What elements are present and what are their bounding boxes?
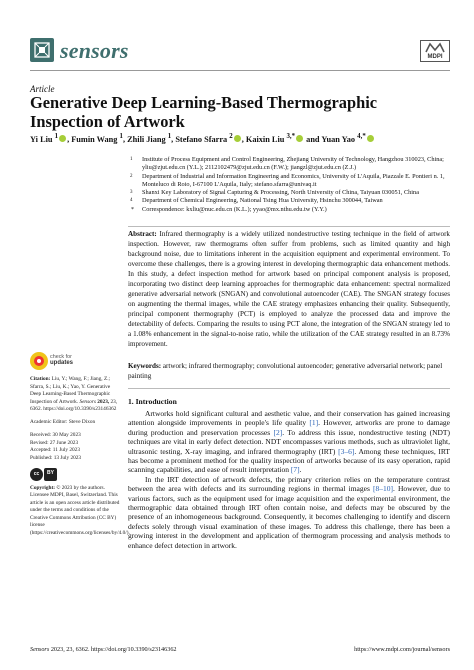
intro-text: . However, due to various factors, such as the equipment used for image acquisition and the experimental environment, the thermographic data obtained through IRT often contain noise, and defects may be obscured by the presence of an inhomogeneous background. Consequently, it becomes challenging to identify and discern defects solely through visual examination of these images. To address this challenge, there has been a growing interest in the development and application of thermogram processing and analysis methods to enhance defect detection in artwork.	[128, 484, 450, 550]
abstract-text: Infrared thermography is a widely utilized nondestructive testing technique in the field of artwork inspection. However, raw thermograms often suffer from problems, such as limited quantity and high background noise, due to limitations inherent in the acquisition equipment and experimental environment. To overcome these challenges, there is a growing interest in developing thermographic data enhancement methods. In this study, a defect inspection method for artwork based on principal component analysis is proposed, incorporating two distinct deep learning approaches for thermographic data enhancement: spectral normalized generative adversarial network (SNGAN) and convolutional autoencoder (CAE). The SNGAN strategy focuses on augmenting the thermal images, while the CAE strategy emphasizes enhancing their quality. Subsequently, principal component thermography (PCT) is employed to analyze the processed data and improve the detectability of defects. Comparing the results to using PCT alone, the integration of the SNGAN strategy led to a 1.08% enhancement in the signal-to-noise ratio, while the utilization of the CAE strategy resulted in an 8.73% improvement.	[128, 230, 450, 348]
accepted-date: Accepted: 11 July 2023	[30, 447, 80, 453]
citation-label: Citation:	[30, 376, 51, 382]
keywords-text: artwork; infrared thermography; convolutional autoencoder; generative adversarial network; panel painting	[128, 362, 443, 380]
affiliation-text: Shanxi Key Laboratory of Signal Capturing & Processing, North University of China, Taiyuan 030051, China	[142, 189, 419, 197]
mdpi-logo	[420, 40, 450, 62]
journal-name: sensors	[60, 38, 129, 63]
sensors-logo-icon	[30, 38, 54, 62]
author-sup: 1	[167, 133, 172, 140]
check-line1: check for	[50, 354, 72, 360]
affiliation-item	[128, 189, 448, 197]
orcid-icon[interactable]	[59, 135, 66, 142]
correspondence-star: *	[131, 206, 134, 213]
citation-link[interactable]: [2]	[273, 427, 283, 437]
footer-doi[interactable]: 2023, 23, 6362. https://doi.org/10.3390/s23146362	[49, 646, 177, 653]
citation-year: 2023,	[97, 398, 110, 405]
article-type: Article	[30, 84, 55, 94]
footer-journal-link[interactable]: https://www.mdpi.com/journal/sensors	[354, 646, 450, 653]
affiliation-item	[128, 197, 448, 205]
sidebar-metadata	[30, 350, 130, 543]
author-name[interactable]: Zhili Jiang	[127, 134, 166, 144]
citation	[30, 376, 120, 414]
intro-text: . To address this issue, nondestructive testing (NDT) techniques are vital in early defect detection. NDT encompasses various methods, such as ultraviolet light, ultrasonic testing, X-ray imaging, and infrared thermography (IRT)	[128, 427, 450, 456]
affiliation-number: 2	[130, 173, 133, 179]
intro-text: . However, artworks are prone to damage during production and preservation processes	[128, 418, 450, 437]
citation-text: Liu, Y.; Wang, F.; Jiang, Z.; Sfarra, S.; Liu, K.; Yao, Y. Generative Deep Learning-Based Thermographic Inspection of Artwork.	[30, 376, 111, 405]
check-line2: updates	[50, 360, 74, 366]
header-rule	[30, 70, 450, 71]
affiliations	[128, 156, 448, 214]
author-sup: 2	[229, 133, 233, 140]
footer-journal: Sensors	[30, 646, 50, 653]
author-name[interactable]: Yi Liu	[30, 134, 53, 144]
by-label: BY	[44, 468, 57, 481]
orcid-icon[interactable]	[234, 135, 241, 142]
intro-text: In the IRT detection of artwork defects, the primary criterion relies on the temperature contrast between the area with defects and its surrounding regions in thermal images	[128, 474, 450, 494]
affiliation-item	[128, 156, 448, 173]
correspondence-text: Correspondence: kxliu@nuc.edu.cn (K.L.); yyao@mx.nthu.edu.tw (Y.Y.)	[142, 205, 327, 213]
intro-text: Artworks hold significant cultural and aesthetic value, and their conservation has gained increasing attention alongside improvements in people's life quality	[128, 409, 450, 428]
author-sup: 3,*	[286, 133, 296, 140]
citation-link[interactable]: [8–10]	[373, 484, 393, 494]
citation-doi-link[interactable]: 23, 6362. https://doi.org/10.3390/s23146362	[30, 398, 118, 412]
keywords-label: Keywords:	[128, 362, 162, 370]
received-date: Received: 30 May 2023	[30, 432, 81, 438]
paper-title: Generative Deep Learning-Based Thermographic Inspection of Artwork	[30, 93, 378, 131]
author-name[interactable]: Fumin Wang	[71, 134, 118, 144]
affiliation-text: Department of Chemical Engineering, National Tsing Hua University, Hsinchu 300044, Taiwan	[142, 197, 383, 205]
author-sup: 1	[119, 133, 123, 140]
abstract-label: Abstract:	[128, 230, 157, 238]
abstract	[128, 226, 450, 349]
keywords	[128, 361, 450, 389]
cc-label: cc	[30, 468, 43, 481]
affiliation-text: Institute of Process Equipment and Control Engineering, Zhejiang University of Technology, Hangzhou 310023, China; yliu@zjut.edu.cn (Y.L.); 2112102479@zjut.edu.cn (F.W.); jiangzl@zjut.edu.cn (Z.J.)	[142, 156, 444, 172]
mdpi-mark-icon	[425, 42, 445, 53]
revised-date: Revised: 27 June 2023	[30, 439, 79, 446]
academic-editor: Academic Editor: Steve Dixon	[30, 419, 96, 425]
introduction-body	[128, 409, 450, 550]
published-date: Published: 13 July 2023	[30, 454, 82, 461]
cc-by-license-icon[interactable]	[30, 468, 120, 481]
citation-link[interactable]: [1]	[309, 418, 319, 428]
citation-journal: Sensors	[79, 398, 96, 405]
orcid-icon[interactable]	[296, 135, 303, 142]
author-name[interactable]: Yuan Yao	[321, 134, 356, 144]
intro-paragraph	[128, 475, 450, 550]
intro-text: .	[299, 465, 302, 475]
copyright-label: Copyright:	[30, 484, 56, 491]
check-updates-icon	[30, 352, 48, 370]
author-name[interactable]: Stefano Sfarra	[175, 134, 228, 144]
check-updates-text	[50, 354, 73, 366]
citation-link[interactable]: [7]	[290, 465, 300, 475]
correspondence-item	[128, 206, 448, 214]
author-name[interactable]: Kaixin Liu	[245, 134, 285, 144]
author-sup: 4,*	[357, 133, 366, 140]
author-list: Yi Liu $^1$ , Fumin Wang $^1$, Zhili Jiang $^1$, Stefano Sfarra $^2$ , Kaixin Liu $^{3,*}$ and Yuan Yao $^{4,*}$	[30, 133, 450, 144]
affiliation-number: 3	[130, 190, 133, 196]
affiliation-item	[128, 173, 448, 190]
orcid-icon[interactable]	[367, 135, 374, 142]
affiliation-number: 4	[130, 198, 133, 204]
footer-left	[30, 646, 177, 653]
citation-link[interactable]: [3–6]	[338, 446, 355, 456]
author-sup: 1	[54, 133, 59, 140]
mdpi-text: MDPI	[427, 54, 443, 60]
section-heading-introduction: 1. Introduction	[128, 397, 177, 406]
journal-header	[30, 38, 450, 64]
check-for-updates-badge[interactable]	[30, 350, 120, 376]
intro-text: . Among these techniques, IRT has become a prominent method for the quality inspection of artworks because of its easy operation, rapid scanning capabilities, and ease of result interpretation	[128, 446, 451, 475]
copyright	[30, 484, 130, 538]
affiliation-number: 1	[130, 157, 133, 162]
intro-paragraph	[128, 409, 450, 475]
copyright-text: © 2023 by the authors. Licensee MDPI, Basel, Switzerland. This article is an open access article distributed under the terms and conditions of the Creative Commons Attribution (CC BY) license (https://creativecommons.org/licenses/by/4.0/).	[30, 484, 130, 536]
affiliation-text: Department of Industrial and Information Engineering and Economics, University of L'Aquila, Piazzale E. Pontieri n. 1, Monteluco di Roio, I-67100 L'Aquila, Italy; stefano.sfarra@univaq.it	[142, 172, 445, 188]
